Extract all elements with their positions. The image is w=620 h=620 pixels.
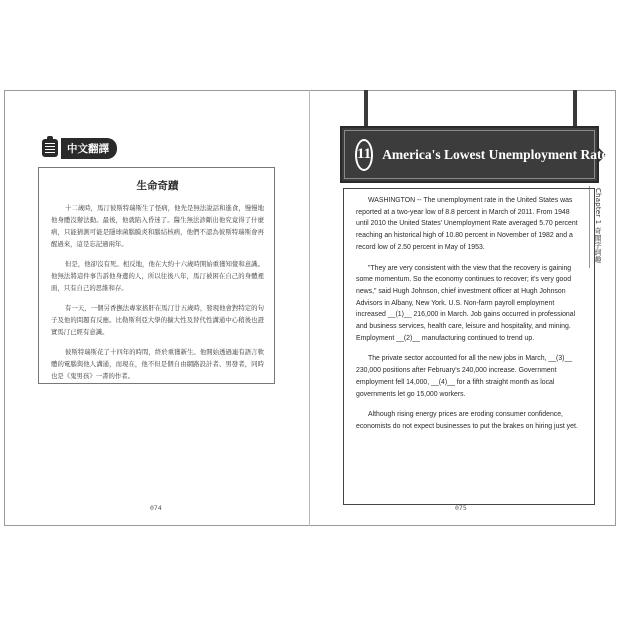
right-page-number: 075: [455, 504, 467, 512]
translation-paragraph: 彼斯特瑞斯花了十四年的時間，終於重獲新生。他開始透過連有語言軟體的電腦與他人溝通，而現在，他不但是個自由網路設計者、男發者，同時也是《鬼男孩》一書的作者。: [51, 348, 264, 380]
left-page-number: 074: [150, 504, 162, 512]
chapter-tab-label: Chapter 1 奇聞字詞趣: [594, 188, 602, 263]
lesson-title: America's Lowest Unemployment Rate: [382, 146, 608, 162]
translation-paragraph: 但是，他卻沒有死。相反地，他在大約十六歲時開始重獲知覺和意識。他無法將這件事告訴他身邊的人，所以往後八年，馬汀被困在自己的身體裡面，只有自己的思維和存。: [51, 260, 264, 292]
lesson-sign: [340, 126, 608, 183]
lesson-number-badge: 11: [355, 139, 373, 171]
sign-hanger-right: [573, 90, 577, 128]
chinese-translation-tag: [42, 138, 117, 158]
article-paragraph: "They are very consistent with the view that the recovery is gaining some momentum. So the economy continues to recover; it's very good news," said Hugh Johnson, chief investment officer at Hugh Johnson Advisors in Albany, New York. U.S. Non-farm payroll employment increased __(1)__ 216,000 in March. Job gains occurred in professional and business services, health care, leisure and hospitality, and mining. Employment __(2)__ manufacturing continued to trend up.: [356, 264, 576, 342]
notepad-icon: [42, 139, 58, 157]
translation-box: [38, 167, 275, 384]
article-box: [343, 188, 595, 505]
article-paragraph: WASHINGTON -- The unemployment rate in the United States was reported at a two-year low of 8.8 percent in March of 2011. From 1948 until 2010 the United States' Unemployment Rate averaged 5.70 percent reaching an historical high of 10.80 percent in November of 1982 and a record low of 2.50 percent in May of 1953.: [356, 197, 578, 251]
translation-title: 生命奇蹟: [136, 180, 179, 192]
article-paragraph: Although rising energy prices are eroding consumer confidence, economists do not expect businesses to put the brakes on hiring just yet.: [356, 411, 578, 430]
translation-paragraph: 有一天，一個另香撫法專家搖肝在馬汀廿五歲時，發現他會對特定的句子及他的問題有反應。比勒斯利亞大學的擴大性及替代性溝通中心稍後也證實馬汀已經有意識。: [51, 304, 264, 336]
tag-label: 中文翻譯: [61, 138, 117, 159]
page-gutter: [309, 90, 310, 526]
article-paragraph: The private sector accounted for all the new jobs in March, __(3)__ 230,000 positions after February's 240,000 increase. Government employment fell 14,000, __(4)__ for a fifth straight month as local governments let go 15,000 workers.: [356, 355, 573, 398]
sign-hanger-left: [364, 90, 368, 128]
translation-paragraph: 十二歲時，馬汀彼斯特瑞斯生了怪病，他先是無法說話和進食，慢慢地他身體沒辦法動。最後，他就陷入昏迷了。醫生無法診斷出他究竟得了什麼病，只能猜測可能是隱球菌腦膜炎和腦結核病，他們不認為彼斯特瑞斯會再醒過來，這是忘記過兩年。: [51, 204, 264, 248]
